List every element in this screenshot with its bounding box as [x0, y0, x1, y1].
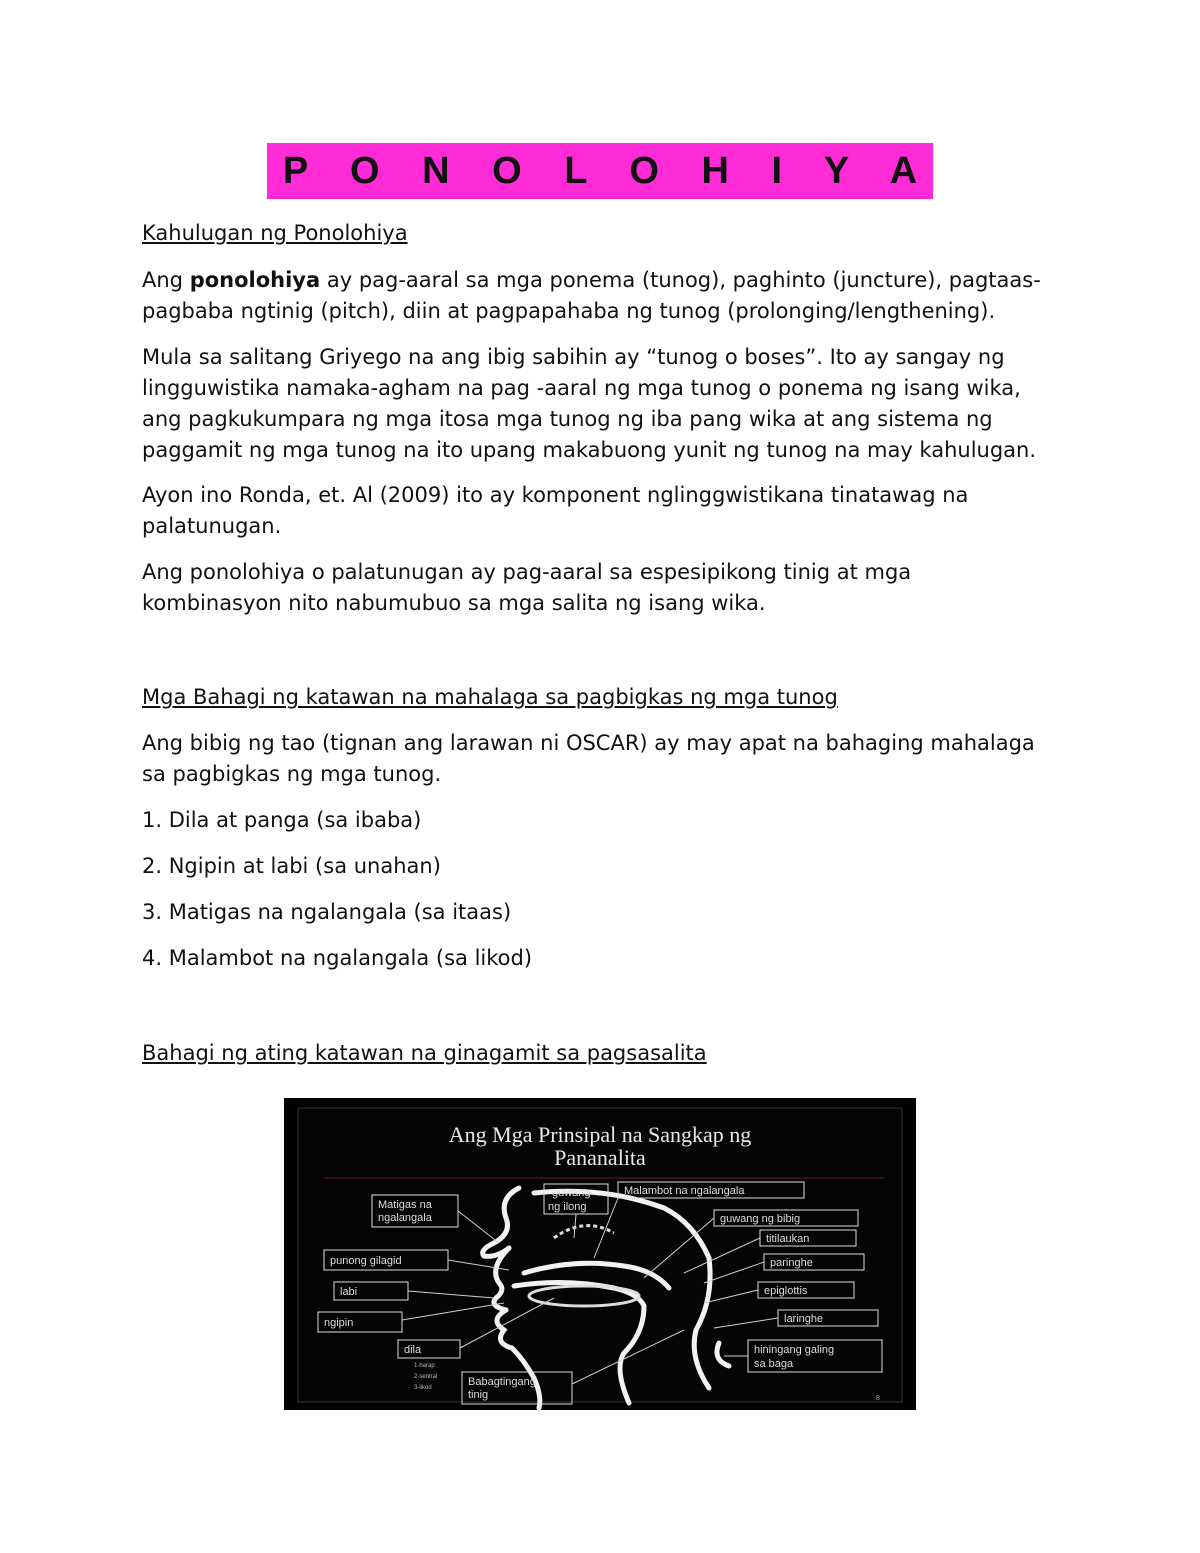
dila-part-1: 1-harap	[414, 1363, 435, 1369]
svg-text:labi: labi	[340, 1286, 358, 1298]
section-heading-kahulugan: Kahulugan ng Ponolohiya	[142, 221, 408, 245]
svg-text:guwang: guwang	[552, 1187, 591, 1199]
dila-part-3: 3-likod	[414, 1385, 432, 1391]
svg-text:titilaukan: titilaukan	[766, 1233, 810, 1245]
p1-line2: pagbaba ngtinig (pitch), diin at pagpapahaba ng tunog (prolonging/lengthening).	[142, 299, 996, 323]
p2-line: lingguwistika namaka-agham na pag -aaral ng mga tunog o ponema ng isang wika,	[142, 376, 1021, 400]
svg-text:Babagtingang: Babagtingang	[468, 1376, 536, 1388]
svg-text:Matigas na: Matigas na	[378, 1199, 432, 1211]
diagram-title-line2: Pananalita	[554, 1145, 646, 1170]
p2-line: ang pagkukumpara ng mga itosa mga tunog ng iba pang wika at ang sistema ng	[142, 407, 993, 431]
p3-line: palatunugan.	[142, 514, 282, 538]
p1-bold-term: ponolohiya	[189, 268, 321, 292]
paragraph-griyego	[142, 342, 1062, 466]
svg-text:laringhe: laringhe	[784, 1313, 824, 1325]
svg-text:tinig: tinig	[468, 1389, 489, 1401]
svg-text:ng ilong: ng ilong	[548, 1201, 587, 1213]
svg-text:ngalangala: ngalangala	[378, 1212, 432, 1224]
svg-text:guwang ng bibig: guwang ng bibig	[720, 1213, 801, 1225]
paragraph-bibig	[142, 728, 1062, 790]
section-definition	[142, 218, 1062, 619]
list-item: 1. Dila at panga (sa ibaba)	[142, 808, 422, 832]
speech-organs-diagram	[284, 1098, 916, 1410]
section-heading-pagsasalita: Bahagi ng ating katawan na ginagamit sa pagsasalita	[142, 1041, 707, 1065]
svg-text:epiglottis: epiglottis	[764, 1285, 808, 1297]
p3-line: Ayon ino Ronda, et. Al (2009) ito ay komponent nglinggwistikana tinatawag na	[142, 483, 969, 507]
section-pagsasalita	[142, 1038, 1062, 1069]
list-item: 2. Ngipin at labi (sa unahan)	[142, 854, 441, 878]
paragraph-definition	[142, 265, 1062, 327]
intro-line: sa pagbigkas ng mga tunog.	[142, 762, 442, 786]
list-item: 4. Malambot na ngalangala (sa likod)	[142, 946, 533, 970]
list-item: 3. Matigas na ngalangala (sa itaas)	[142, 900, 512, 924]
section-heading-bahagi: Mga Bahagi ng katawan na mahalaga sa pagbigkas ng mga tunog	[142, 685, 838, 709]
paragraph-palatunugan	[142, 557, 1062, 619]
svg-text:hiningang galing: hiningang galing	[754, 1344, 835, 1356]
svg-text:sa baga: sa baga	[754, 1358, 794, 1370]
svg-text:paringhe: paringhe	[770, 1257, 813, 1269]
p1-rest: ay pag-aaral sa mga ponema (tunog), paghinto (juncture), pagtaas-	[320, 268, 1041, 292]
intro-line: Ang bibig ng tao (tignan ang larawan ni OSCAR) ay may apat na bahaging mahalaga	[142, 731, 1035, 755]
title-container	[0, 143, 1200, 199]
diagram-svg	[284, 1098, 916, 1410]
paragraph-ronda	[142, 480, 1062, 542]
svg-text:Malambot na ngalangala: Malambot na ngalangala	[624, 1185, 745, 1197]
p2-line: paggamit ng mga tunog na ito upang makabuong yunit ng tunog na may kahulugan.	[142, 438, 1037, 462]
slide-number: 8	[876, 1395, 880, 1402]
p4-line: Ang ponolohiya o palatunugan ay pag-aaral sa espesipikong tinig at mga	[142, 560, 912, 584]
page-title: P O N O L O H I Y A	[267, 143, 933, 199]
diagram-title-line1: Ang Mga Prinsipal na Sangkap ng	[448, 1122, 752, 1147]
p1-prefix: Ang	[142, 268, 190, 292]
p4-line: kombinasyon nito nabumubuo sa mga salita ng isang wika.	[142, 591, 766, 615]
svg-text:dila: dila	[404, 1344, 422, 1356]
p2-line: Mula sa salitang Griyego na ang ibig sabihin ay “tunog o boses”. Ito ay sangay ng	[142, 345, 1005, 369]
svg-text:ngipin: ngipin	[324, 1317, 354, 1329]
dila-part-2: 2-sentral	[414, 1374, 438, 1380]
svg-text:punong gilagid: punong gilagid	[330, 1255, 402, 1267]
section-bahagi	[142, 682, 1062, 974]
